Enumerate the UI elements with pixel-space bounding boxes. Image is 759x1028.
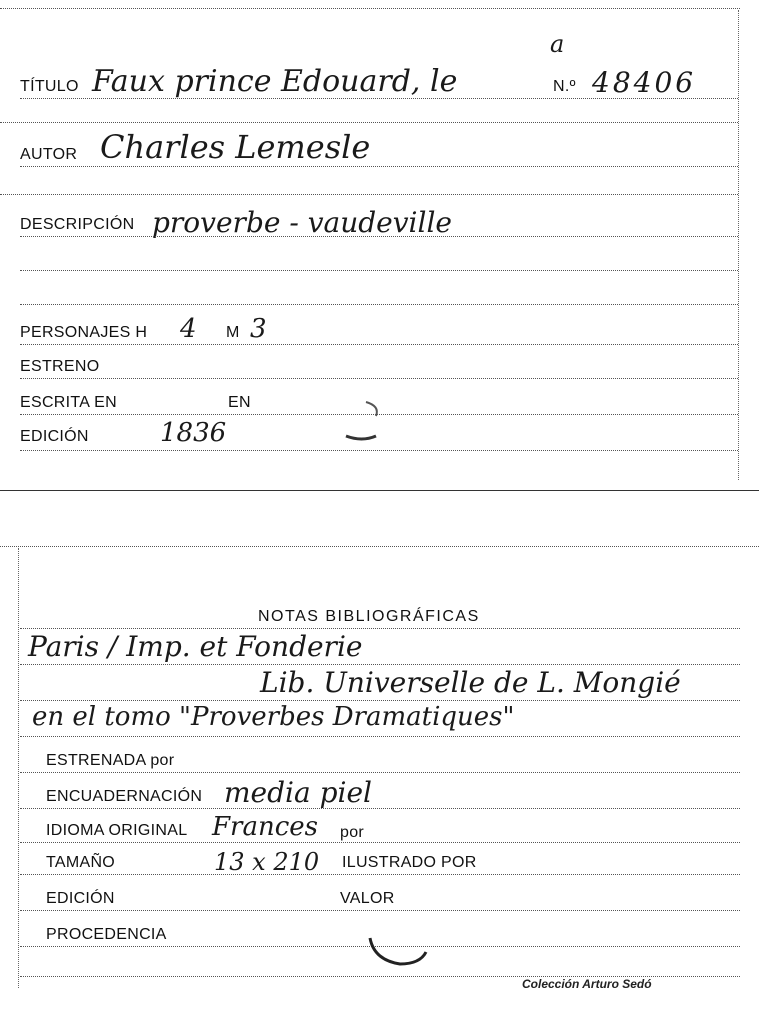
escrita-en-label: ESCRITA EN [20,394,117,411]
ink-smudge [336,392,396,448]
edicion-rule [20,910,740,911]
card-right-edge [738,10,739,480]
descripcion-rule [20,236,738,237]
edicion-value: 1836 [160,418,227,448]
edicion-label: EDICIÓN [20,428,89,445]
por-label: por [340,824,365,841]
idioma-rule [20,842,740,843]
rule [20,700,740,701]
personajes-m-value: 3 [250,314,267,344]
notas-line-2: Lib. Universelle de L. Mongié [260,666,681,699]
edicion-label: EDICIÓN [46,890,115,907]
catalog-card-front [0,0,759,500]
blank-rule-2 [20,304,738,305]
idioma-label: IDIOMA ORIGINAL [46,822,188,839]
catalog-card-back [0,540,759,1028]
rule [20,664,740,665]
ilustrado-label: ILUSTRADO POR [342,854,477,871]
valor-label: VALOR [340,890,395,907]
blank-rule-1 [20,270,738,271]
titulo-label: TÍTULO [20,78,79,95]
notas-line-1: Paris / Imp. et Fonderie [28,630,363,663]
encuadernacion-value: media piel [224,776,372,809]
numero-label: N.º [553,78,576,95]
estrenada-rule [20,772,740,773]
estrenada-label: ESTRENADA por [46,752,175,769]
tamano-label: TAMAÑO [46,854,116,871]
ink-mark [360,930,440,976]
number-suffix: a [550,30,565,58]
titulo-rule [20,98,738,99]
titulo-value: Faux prince Edouard, le [92,64,458,99]
autor-value: Charles Lemesle [100,128,371,166]
autor-rule [20,166,738,167]
personajes-m-label: M [226,324,240,341]
personajes-label: PERSONAJES H [20,324,148,341]
autor-label: AUTOR [20,146,78,163]
rule [0,122,738,123]
edicion-rule [20,450,738,451]
personajes-h-value: 4 [180,314,197,344]
descripcion-value: proverbe - vaudeville [152,206,452,239]
rule [0,194,738,195]
personajes-rule [20,344,738,345]
estreno-rule [20,378,738,379]
card-top-edge [0,8,740,9]
card-left-edge [18,548,19,988]
card-cut-line [0,490,759,491]
tamano-value: 13 x 210 [214,848,320,876]
notas-heading: NOTAS BIBLIOGRÁFICAS [258,608,480,625]
descripcion-label: DESCRIPCIÓN [20,216,135,233]
procedencia-label: PROCEDENCIA [46,926,167,943]
tamano-rule [20,874,740,875]
notas-line-3: en el tomo "Proverbes Dramatiques" [32,702,515,732]
encuadernacion-rule [20,808,740,809]
collection-credit: Colección Arturo Sedó [522,977,652,991]
estreno-label: ESTRENO [20,358,100,375]
en-label: EN [228,394,251,411]
numero-value: 48406 [592,66,697,99]
encuadernacion-label: ENCUADERNACIÓN [46,788,203,805]
rule [20,736,740,737]
card-top-edge [0,546,759,547]
heading-rule [20,628,740,629]
idioma-value: Frances [212,812,319,842]
